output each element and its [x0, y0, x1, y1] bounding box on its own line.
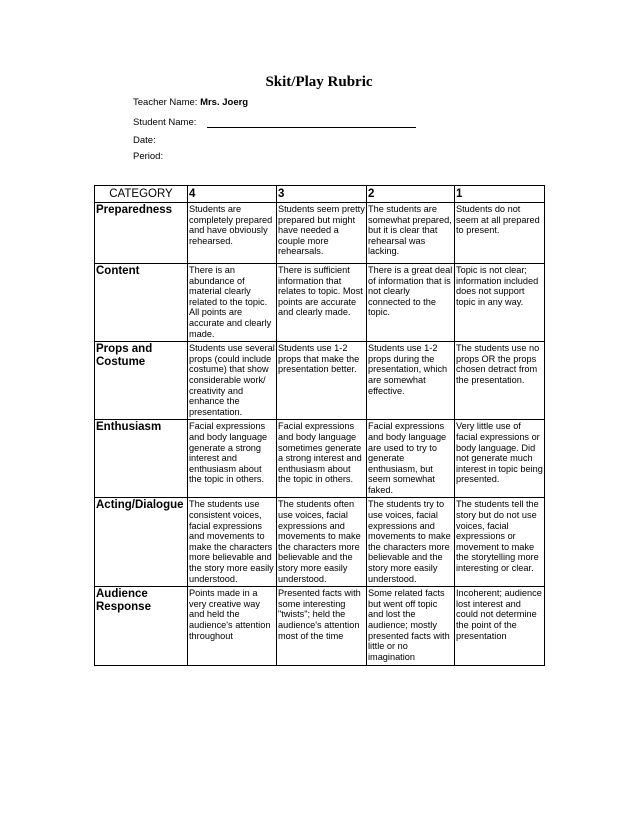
header-score-1: 1 [455, 186, 545, 203]
table-cell: The students use consistent voices, facial expressions and movements to make the characters more believable and the story more easily understood. [188, 498, 277, 587]
table-cell: Topic is not clear; information included does not support topic in any way. [455, 264, 545, 342]
table-cell: Very little use of facial expressions or body language. Did not generate much interest in topic being presented. [455, 420, 545, 498]
table-cell: Students do not seem at all prepared to present. [455, 203, 545, 264]
header-score-3: 3 [277, 186, 367, 203]
table-cell: The students try to use voices, facial expressions and movements to make the characters more believable and the story more easily understood. [367, 498, 455, 587]
table-cell: Incoherent; audience lost interest and could not determine the point of the presentation [455, 587, 545, 666]
table-row-acting-dialogue [95, 498, 545, 587]
table-cell: The students often use voices, facial expressions and movements to make the characters more believable and the story more easily understood. [277, 498, 367, 587]
header-score-2: 2 [367, 186, 455, 203]
header-score-4: 4 [188, 186, 277, 203]
student-name-label: Student Name: [133, 117, 197, 128]
table-cell: Facial expressions and body language are used to try to generate enthusiasm, but seem somewhat faked. [367, 420, 455, 498]
category-cell: Audience Response [95, 587, 188, 666]
rubric-table [94, 185, 545, 666]
table-row-content [95, 264, 545, 342]
table-cell: Points made in a very creative way and held the audience's attention throughout [188, 587, 277, 666]
table-cell: There is an abundance of material clearly related to the topic. All points are accurate and clearly made. [188, 264, 277, 342]
table-row-preparedness [95, 203, 545, 264]
table-cell: Students seem pretty prepared but might have needed a couple more rehearsals. [277, 203, 367, 264]
student-name-line [207, 127, 416, 128]
date-label: Date: [133, 135, 156, 146]
table-cell: Facial expressions and body language sometimes generate a strong interest and enthusiasm about the topic in others. [277, 420, 367, 498]
category-cell: Props and Costume [95, 342, 188, 420]
category-cell: Acting/Dialogue [95, 498, 188, 587]
category-cell: Content [95, 264, 188, 342]
period-label: Period: [133, 151, 164, 162]
table-cell: The students tell the story but do not use voices, facial expressions or movement to make the storytelling more interesting or clear. [455, 498, 545, 587]
table-cell: Students are completely prepared and have obviously rehearsed. [188, 203, 277, 264]
date-row [133, 135, 156, 146]
teacher-name-row [133, 97, 248, 108]
table-row-props-costume [95, 342, 545, 420]
table-row-audience-response [95, 587, 545, 666]
table-cell: The students are somewhat prepared, but it is clear that rehearsal was lacking. [367, 203, 455, 264]
table-cell: Students use several props (could include costume) that show considerable work/ creativity and enhance the presentation. [188, 342, 277, 420]
table-cell: Facial expressions and body language generate a strong interest and enthusiasm about the topic in others. [188, 420, 277, 498]
category-cell: Enthusiasm [95, 420, 188, 498]
table-cell: Students use 1-2 props that make the presentation better. [277, 342, 367, 420]
table-cell: The students use no props OR the props chosen detract from the presentation. [455, 342, 545, 420]
teacher-name-label: Teacher Name: [133, 97, 198, 108]
period-row [133, 151, 163, 162]
page-title: Skit/Play Rubric [265, 74, 373, 90]
table-cell: Some related facts but went off topic and lost the audience; mostly presented facts with little or no imagination [367, 587, 455, 666]
header-category: CATEGORY [95, 186, 188, 203]
table-cell: Presented facts with some interesting "twists"; held the audience's attention most of the time [277, 587, 367, 666]
table-header-row [95, 186, 545, 203]
category-cell: Preparedness [95, 203, 188, 264]
table-cell: There is sufficient information that relates to topic. Most points are accurate and clearly made. [277, 264, 367, 342]
table-row-enthusiasm [95, 420, 545, 498]
teacher-name-value: Mrs. Joerg [200, 97, 249, 108]
table-cell: Students use 1-2 props during the presentation, which are somewhat effective. [367, 342, 455, 420]
student-name-row [133, 117, 196, 128]
table-cell: There is a great deal of information that is not clearly connected to the topic. [367, 264, 455, 342]
